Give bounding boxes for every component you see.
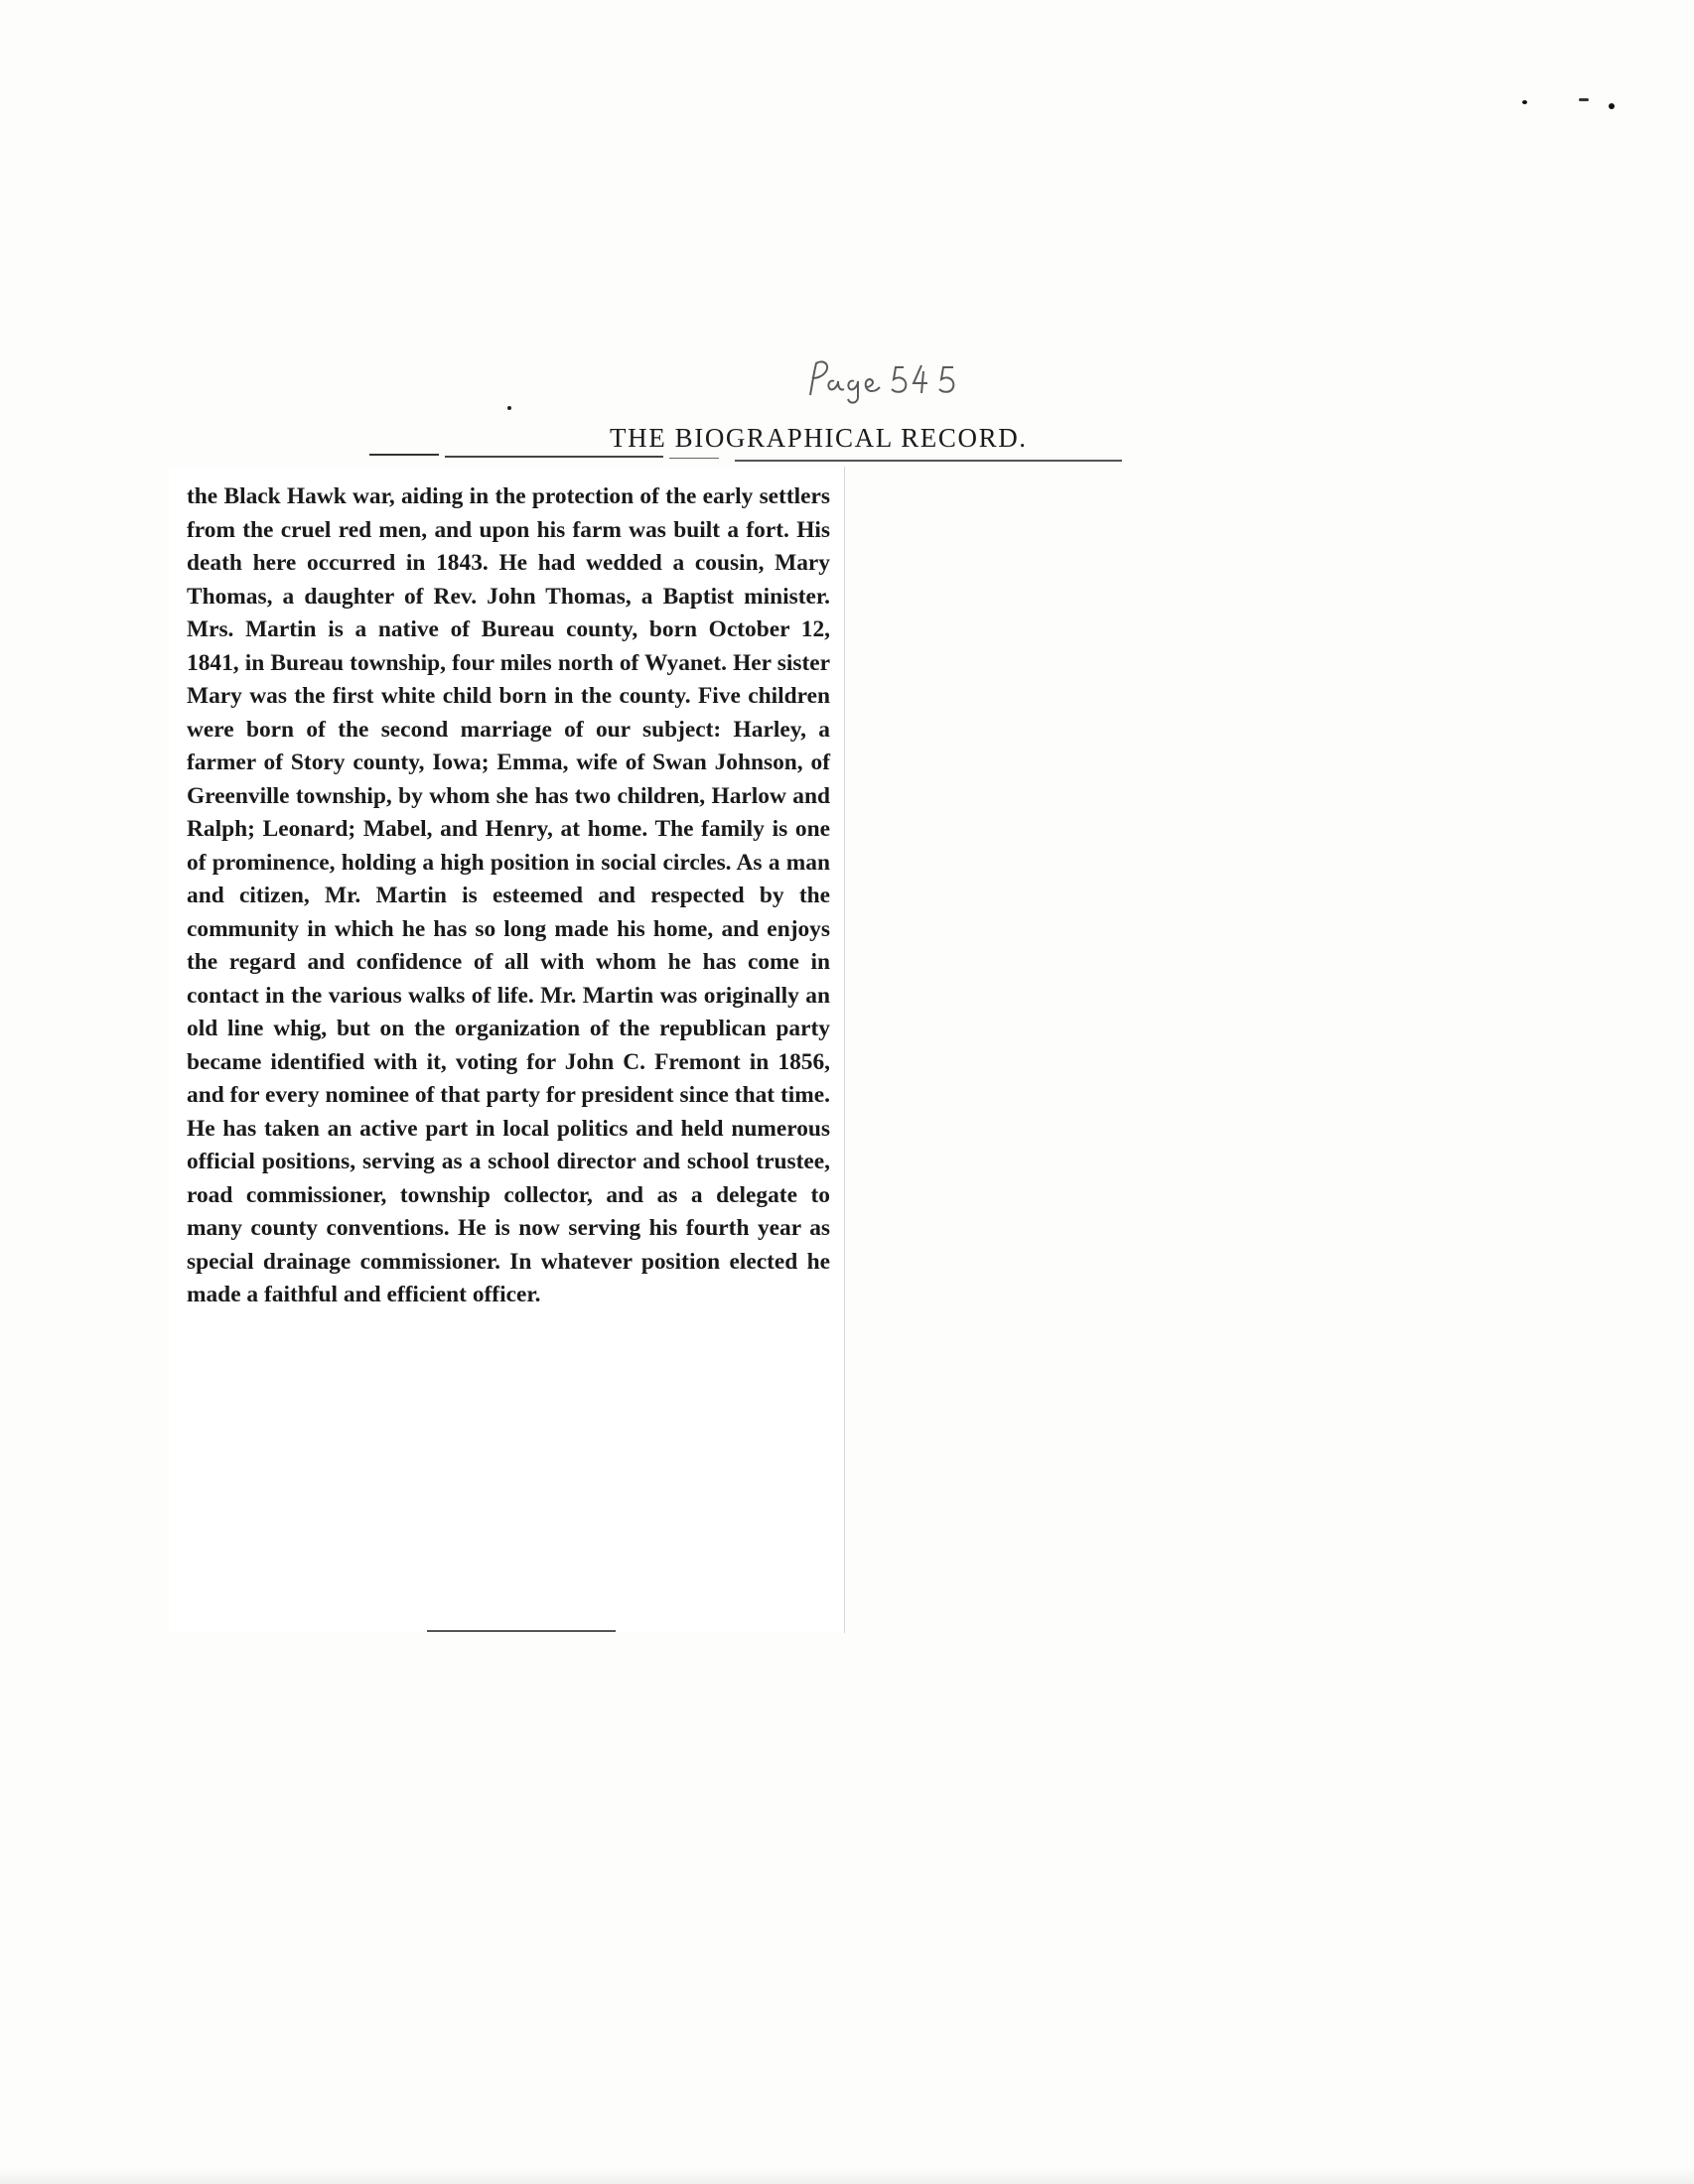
- scan-edge: [0, 2168, 1694, 2184]
- head-rule: [669, 458, 719, 459]
- header-dot: [507, 406, 511, 410]
- end-rule: [427, 1630, 616, 1632]
- head-rule: [369, 454, 439, 456]
- head-rule: [445, 456, 663, 458]
- article-body: the Black Hawk war, aiding in the protection of the early settlers from the cruel red men, and upon his farm was built a fort. His death here occurred in 1843. He had wedded a cousin, Mary Thomas, a daughter of Rev. John Thomas, a Baptist minister. Mrs. Martin is a native of Bureau county, born October 12, 1841, in Bureau township, four miles north of Wyanet. Her sister Mary was the first white child born in the county. Five children were born of the second marriage of our subject: Harley, a farmer of Story county, Iowa; Emma, wife of Swan Johnson, of Greenville township, by whom she has two children, Harlow and Ralph; Leonard; Mabel, and Henry, at home. The family is one of prominence, holding a high position in social circles. As a man and citizen, Mr. Martin is esteemed and respected by the community in which he has so long made his home, and enjoys the regard and confidence of all with whom he has come in contact in the various walks of life. Mr. Martin was originally an old line whig, but on the organization of the republican party became identified with it, voting for John C. Fremont in 1856, and for every nominee of that party for president since that time. He has taken an active part in local politics and held numerous official positions, serving as a school director and school trustee, road commissioner, township collector, and as a delegate to many county conventions. He is now serving his fourth year as special drainage commissioner. In whatever position elected he made a faithful and efficient officer.: [187, 483, 830, 1307]
- running-head: THE BIOGRAPHICAL RECORD.: [610, 423, 1028, 453]
- head-rule: [735, 460, 1122, 462]
- scan-speck: [1522, 100, 1527, 104]
- scan-speck: [1609, 103, 1615, 109]
- scan-speck: [1579, 98, 1589, 101]
- handwritten-page-note: [804, 357, 973, 407]
